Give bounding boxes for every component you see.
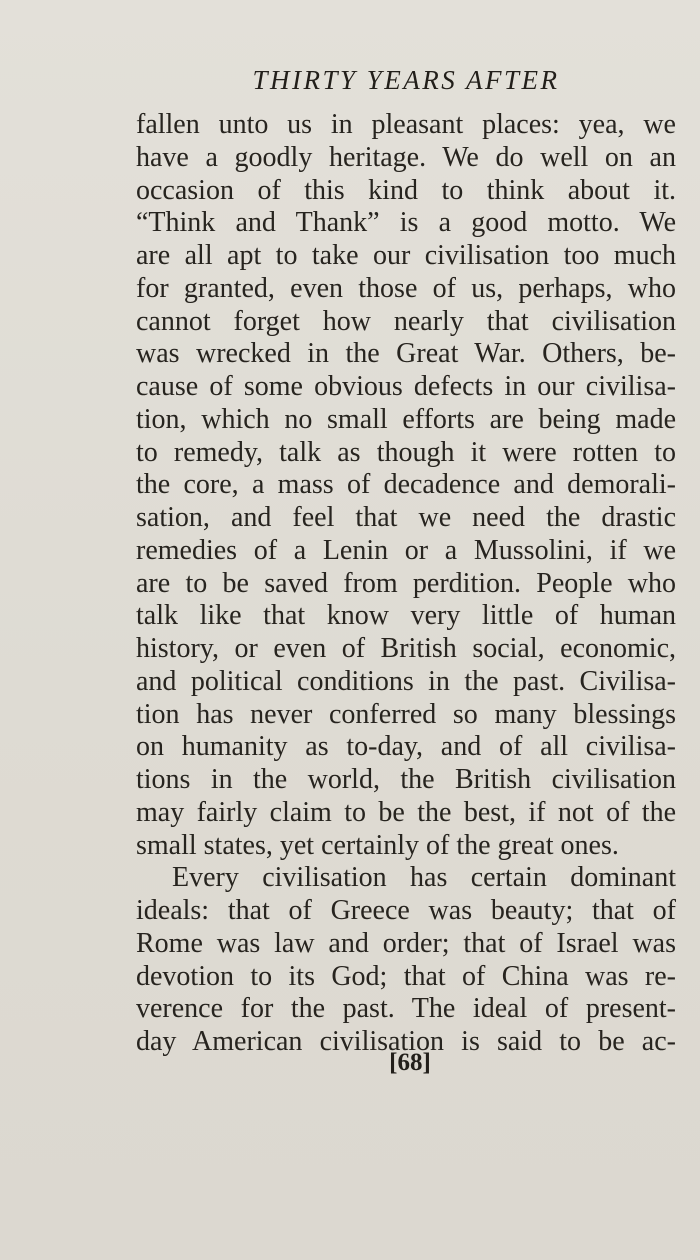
running-head: THIRTY YEARS AFTER [252,65,560,95]
paragraph-last-line: small states, yet certainly of the great ones. [136,829,619,861]
text-line: sation, and feel that we need the drastic [136,502,676,533]
text-line: fallen unto us in pleasant places: yea, we [136,109,676,140]
text-line: was wrecked in the Great War. Others, be- [136,338,676,370]
text-line: have a goodly heritage. We do well on an [136,141,676,173]
text-line: ideals: that of Greece was beauty; that of [136,895,676,926]
text-line: tion has never conferred so many blessings [136,698,676,730]
text-line: occasion of this kind to think about it. [136,174,676,206]
text-line: to remedy, talk as though it were rotten to [136,436,676,468]
page-number: [68] [389,1049,431,1076]
text-line: are to be saved from perdition. People who [136,567,676,599]
text-line: are all apt to take our civilisation too much [136,240,676,271]
text-line: cause of some obvious defects in our civilisa- [136,371,676,402]
text-line: “Think and Thank” is a good motto. We [136,207,676,239]
text-line: history, or even of British social, economic, [136,633,676,664]
text-line: remedies of a Lenin or a Mussolini, if we [136,534,676,566]
text-line: Rome was law and order; that of Israel was [136,927,676,959]
text-line: devotion to its God; that of China was re- [136,960,676,992]
text-line: day American civilisation is said to be ac- [136,1026,676,1057]
text-line: for granted, even those of us, perhaps, who [136,272,676,304]
text-line: talk like that know very little of human [136,600,676,632]
text-line: cannot forget how nearly that civilisation [136,305,676,337]
text-line: verence for the past. The ideal of present- [136,993,676,1025]
body-text [136,109,676,1059]
text-line: tions in the world, the British civilisation [136,764,676,795]
text-line: may fairly claim to be the best, if not of the [136,796,676,828]
paragraph-first-line: Every civilisation has certain dominant [172,862,676,894]
text-line: on humanity as to-day, and of all civilisa- [136,731,676,763]
text-line: and political conditions in the past. Civilisa- [136,665,676,697]
text-line: tion, which no small efforts are being made [136,403,676,435]
text-line: the core, a mass of decadence and demorali- [136,469,676,501]
